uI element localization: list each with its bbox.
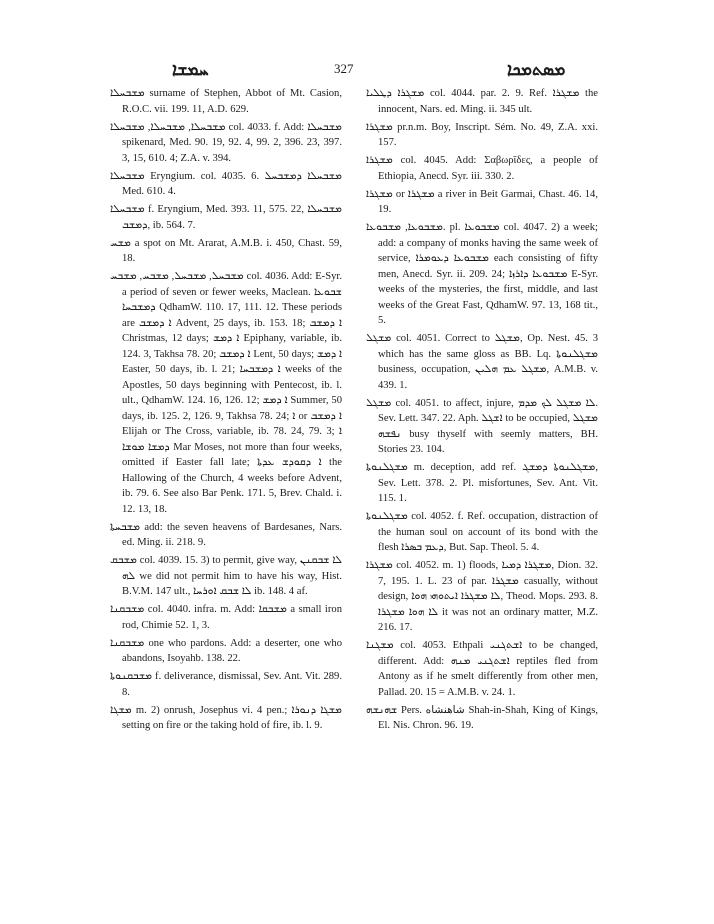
page-number: 327 [334,61,354,76]
entry: ܡܫܚ a spot on Mt. Ararat, A.M.B. i. 450, Chast. 59, 18. [110,237,342,264]
entry: ܡܫܒܩܢܐ one who pardons. Add: a deserter, one who abandons, Isoyahb. 138. 22. [110,637,342,664]
entry: ܡܫܒܩ col. 4039. 15. 3) to permit, give way, ܠܐ ܫܒܩܢܢ ܠܗ we did not permit him to have his way, Hist. B.V.M. 147 ult., ܠܐ ܫܒܩ ܐܘܪܚܐ ib. 148. 4 af. [110,555,342,597]
entry: ܡܫܓܪܐ ܕܛܠܝܐ col. 4044. par. 2. 9. Ref. ܡܫܓܪܐ the innocent, Nars. ed. Ming. ii. 345 ult. [366,88,598,115]
entry: ܡܫܓܢܐ col. 4053. Ethpali ܐܫܬܓܢܝ to be changed, different. Add: ܐܫܬܓܢܝ ܡܢܗ reptiles fled from Antony as if he smelt differently from other men, Pallad. 20. 15 = A.M.B. v. 24. 1. [366,640,599,698]
entry: ܡܫܓܠ col. 4051. to affect, injure, ܠܐ ܡܫܓܠ ܠܟ ܡܕܡ. Sev. Lett. 347. 22. Aph. ܐܫܓܠ to be occupied, ܡܫܓܠ ܢܦܫܗ busy thyself with seemly matters, BH. Stories 23. 104. [366,397,599,455]
left-column [110,86,342,736]
entry: ܡܫܒܚܠܐ f. Eryngium, Med. 393. 11, 575. 22, ܡܫܒܚܠܐ ܕܡܫܒ, ib. 564. 7. [110,204,342,231]
right-column [366,86,598,736]
page-header [112,58,636,82]
entry: ܡܫܓܠܢܘܬܐ col. 4052. f. Ref. occupation, distraction of the human soul on account of its bond with the flesh ܕܥܡ ܒܣܪܐ, But. Sap. Theol. 5. 4. [366,511,598,553]
entry: ܡܫܓܐ m. 2) onrush, Josephus vi. 4 pen.; ܡܫܓܐ ܕܢܘܪܐ setting on fire or the taking hold of fire, ib. l. 9. [110,704,343,731]
entry: ܡܫܒܚܬܐ add: the seven heavens of Bardesanes, Nars. ed. Ming. ii. 218. 9. [110,521,342,548]
entry: ܫܗܢܫܗ Pers. شاهنشاه Shah-in-Shah, King of Kings, El. Nis. Chron. 96. 19. [366,704,598,731]
entry: ܡܫܒܚܠ, ܡܫܒܚܠ, ܡܫܒܚ, ܡܫܒܚ col. 4036. Add: E-Syr. a period of seven or fewer weeks, Maclean. ܫܒܘܥܐ ܕܡܫܒܚܐ QdhamW. 110. 17, 111. 12. These periods are ܐ ܕܡܫܒ Advent, 25 days, ib. 153. 18; ܐ ܕܡܫܒ Christmas, 12 days; ܐ ܕܡܫ Epiphany, variable, ib. 124. 3, Takhsa 78. 20; ܐ ܕܡܫܒ Lent, 50 days; ܐ ܕܡܫ Easter, 50 days, ib. l. 21; ܐ ܕܡܫܒܚܐ weeks of the Apostles, 50 days beginning with Pentecost, ib. l. ult., QdhamW. 124. 16, 126. 12; ܐ ܕܡܫ Summer, 50 days, ib. 125. 2, 126. 9, Takhsa 78. 24; ܐ or ܐ ܕܡܫܒ Elijah or The Cross, variable, ib. 78. 24, 79. 3; ܐ ܕܡܫܐ ܡܘܫܐ Mar Moses, not more than four weeks, omitted if Easter fall late; ܐ ܕܩܘܕܫ ܥܕܬܐ the Hallowing of the Church, 4 weeks before Advent, ib. 79. 6. See also Bar Penk. 171. 5, Brev. Chald. i. 12. 13, 18. [110,271,343,515]
entry: ܡܫܒܩܢܘܬܐ f. deliverance, dismissal, Sev. Ant. Vit. 289. 8. [110,671,342,698]
entry: ܡܫܓܪܐ col. 4052. m. 1) floods, ܡܫܓܪܐ ܕܡܝܐ, Dion. 32. 7, 195. 1. L. 23 of par. ܡܫܓܪܐ casually, without design, ܠܐ ܡܫܓܪܐ ܐܝܬܘܗܝ ܗܘܐ, Theod. Mops. 293. 8. ܠܐ ܗܘܐ ܡܫܓܪܐ it was not an ordinary matter, M.Z. 216. 17. [366,560,598,633]
entry: ܡܫܓܪܐ or ܡܫܓܪܐ a river in Beit Garmai, Chast. 46. 14, 19. [366,188,598,215]
entry: ܡܫܒܚܠܐ, ܡܫܒܚܠܐ, ܡܫܒܚܠܐ col. 4033. f. Add: ܡܫܒܚܠܐ spikenard, Med. 90. 19, 92. 4, 99. 2, 396. 23, 397. 3, 15, 610. 4; Z.A. v. 394. [110,121,342,164]
entry: ܡܫܒܚܠܐ Eryngium. col. 4035. 6. ܡܫܒܚܠܐ ܕܡܫܒܚܠ Med. 610. 4. [110,170,342,197]
entry: ܡܫܓܪܐ pr.n.m. Boy, Inscript. Sém. No. 49, Z.A. xxi. 157. [366,121,598,148]
entry: ܡܫܓܠܢܘܬܐ m. deception, add ref. ܡܫܓܠܢܘܬܐ ܕܡܫܓ, Sev. Lett. 378. 2. Pl. misfortunes, Sev. Ant. Vit. 115. 1. [366,462,598,504]
entry: ܡܫܒܩܢܐ col. 4040. infra. m. Add: ܡܫܒܩܐ a small iron rod, Chimie 52. 1, 3. [110,604,342,631]
right-running-head: ܡܣܬܡܟܐ [507,60,566,80]
entry: ܡܫܓܪܐ col. 4045. Add: Σαβωρῖδες, a people of Ethiopia, Anecd. Syr. iii. 330. 2. [366,155,598,182]
entry: ܡܫܓܠ col. 4051. Correct to ܡܫܓܠ, Op. Nest. 45. 3 which has the same gloss as BB. Lq. ܡܫܓܠܢܘܬܐ business, occupation, ܡܫܓܠ ܥܡ ܗܠܝܢ, A.M.B. v. 439. 1. [366,333,598,391]
entry: ܡܫܒܚܠܐ surname of Stephen, Abbot of Mt. Casion, R.O.C. vii. 199. 11, A.D. 629. [110,88,342,115]
left-running-head: ܚܡܫܐ [172,60,209,80]
entry: ܡܫܒܘܥܐ, ܡܫܒܘܥܐ. pl. ܡܫܒܘܥܐ col. 4047. 2) a week; add: a company of monks having the same week of service, ܡܫܒܘܥܐ ܕܥܘܡܪܐ each consisting of fifty men, Anecd. Syr. ii. 209. 24; ܡܫܒܘܥܐ ܕܐܪܙܐ E-Syr. weeks of the mysteries, the first, middle, and last weeks of the Great Fast, QdhamW. 97. 13, 168 tit., 5. [366,222,598,326]
